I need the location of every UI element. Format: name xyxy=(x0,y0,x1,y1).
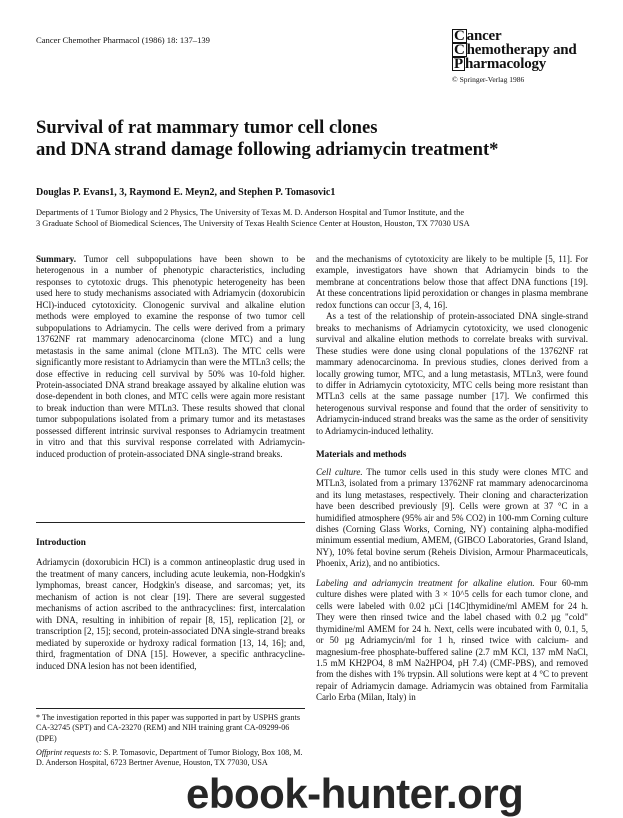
watermark: ebook-hunter.org xyxy=(186,770,524,817)
introduction-paragraph: Adriamycin (doxorubicin HCl) is a common antineoplastic drug used in the treatment of many cancers, including acute leukemia, non-Hodgkin's lymphomas, breast cancer, Hodgkin's disease, and sarcomas; yet, its mechanism of action is not clear [19]. There are several suggested mechanisms of action ascribed to the anthracyclines: first, intercalation with DNA, resulting in inhibition of repair [8, 15], replication [2], or transcription [2, 15]; second, protein-associated DNA single-strand breaks mediated by superoxide or hydroxy radical formation [13, 14, 16]; and, third, fragmentation of DNA [15]. However, a specific anthracycline-induced DNA lesion has not been identified, xyxy=(36,557,305,671)
grant-footnote: * The investigation reported in this paper was supported in part by USPHS grants CA-32745 (SPT) and CA-23270 (REM) and NIH training grant CA-09299-06 (DPE) xyxy=(36,713,300,743)
journal-logo-line-1: C ancer xyxy=(454,28,502,44)
footnote-divider xyxy=(36,708,305,709)
copyright-notice: © Springer-Verlag 1986 xyxy=(452,75,525,84)
affiliations: Departments of 1 Tumor Biology and 2 Physics, The University of Texas M. D. Anderson Hospital and Tumor Institute, and the 3 Graduate School of Biomedical Sciences, The University of Texas Health Science Center at Houston, Houston, TX 77030 USA xyxy=(36,208,470,228)
summary-divider xyxy=(36,522,305,523)
labeling-paragraph: Labeling and adriamycin treatment for alkaline elution. Four 60-mm culture dishes were plated with 3 × 10^5 cells for each tumor clone, and cells were labeled with 0.02 µCi [14C]thymidine/ml AMEM for 24 h. They were then rinsed twice and the label chased with 0.2 µg "cold" thymidine/ml AMEM for 24 h. Next, cells were incubated with 0, 0.1, 5, or 50 µg Adriamycin/ml for 1 h, rinsed twice with calcium- and magnesium-free phosphate-buffered saline (2.7 mM KCl, 137 mM NaCl, 1.5 mM KH2PO4, 8 mM Na2HPO4, pH 7.4) (CMF-PBS), and removed from the dishes with 1% trypsin. All solutions were kept at 4 °C to prevent repair of Adriamycin damage. Adriamycin was obtained from Farmitalia Carlo Erba (Milan, Italy) in xyxy=(316,577,588,703)
left-column xyxy=(36,254,305,460)
right-paragraph-2: As a test of the relationship of protein-associated DNA single-strand breaks to mechanisms of Adriamycin cytotoxicity, we used clonogenic survival and alkaline elution methods to correlate breaks with survival. These studies were done using clonal populations of the 13762NF rat mammary adenocarcinoma. In previous studies, clones derived from a locally growing tumor, MTC, and a lung metastasis, MTLn3, were found to differ in Adriamycin cytotoxicity, MTC cells being more resistant than MTLn3 cells at the same passage number [17]. We confirmed this heterogenous survival response and found that the order of sensitivity to Adriamycin-induced strand breaks was the same as the order of sensitivity to Adriamycin-induced lethality. xyxy=(316,311,588,436)
summary-paragraph: Summary. Tumor cell subpopulations have been shown to be heterogenous in a number of phenotypic characteristics, including responses to cytotoxic drugs. This phenotypic heterogeneity has been used here to study mechanisms associated with Adriamycin (doxorubicin HCl)-induced cytotoxicity. Clonogenic survival and alkaline elution methods were employed to examine the response of two tumor cell subpopulations to Adriamycin. The cells were derived from a primary 13762NF rat mammary adenocarcinoma (clone MTC) and a lung metastasis in the same animal (clone MTLn3). The MTC cells were significantly more resistant to Adriamycin than were the MTLn3 cells; the dose effective in reducing cell survival by 50% was 10-fold higher. Protein-associated DNA strand breakage assayed by alkaline elution was dose-dependent in both clones, and MTC cells were again more resistant to break induction than were MTLn3. These results showed that clonal tumor subpopulations isolated from a primary tumor and its metastases possessed different intrinsic survival responses to Adriamycin treatment in vitro and that this survival response correlated with Adriamycin-induced production of protein-associated DNA single-strand breaks. xyxy=(36,254,305,459)
methods-heading: Materials and methods xyxy=(316,449,407,460)
footnotes xyxy=(36,713,305,768)
offprint-footnote: Offprint requests to: S. P. Tomasovic, Department of Tumor Biology, Box 108, M. D. Anderson Hospital, 6723 Bertner Avenue, Houston, TX 77030, USA xyxy=(36,747,303,768)
paper-title: Survival of rat mammary tumor cell clones and DNA strand damage following adriamycin treatment* xyxy=(36,117,499,160)
right-column xyxy=(316,254,588,704)
journal-logo-line-2: C hemotherapy and xyxy=(454,42,577,58)
introduction-heading: Introduction xyxy=(36,537,86,547)
journal-logo xyxy=(452,29,602,84)
cell-culture-paragraph: Cell culture. The tumor cells used in this study were clones MTC and MTLn3, isolated from a primary 13762NF rat mammary adenocarcinoma and its lung metastases, respectively. Their cloning and characterization have been described previously [9]. Cells were grown at 37 °C in a humidified atmosphere (95% air and 5% CO2) in 100-mm Corning culture dishes (Corning Glass Works, Corning, NY) containing alpha-modified minimum essential medium, AMEM, (GIBCO Laboratories, Grand Island, NY), 10% fetal bovine serum (Reheis Division, Armour Pharmaceuticals, Phoenix, Ariz), and no antibiotics. xyxy=(316,466,589,569)
journal-citation: Cancer Chemother Pharmacol (1986) 18: 137–139 xyxy=(36,35,210,45)
author-list: Douglas P. Evans1, 3, Raymond E. Meyn2, and Stephen P. Tomasovic1 xyxy=(36,187,336,198)
introduction-section xyxy=(36,537,305,672)
journal-logo-line-3: P harmacology xyxy=(454,56,547,72)
right-paragraph-1: and the mechanisms of cytotoxicity are likely to be multiple [5, 11]. For example, investigators have shown that Adriamycin binds to the membrane at concentrations below those that affect DNA functions [19]. At these concentrations lipid peroxidation or changes in plasma membrane redox functions can occur [3, 4, 16]. xyxy=(316,254,588,310)
